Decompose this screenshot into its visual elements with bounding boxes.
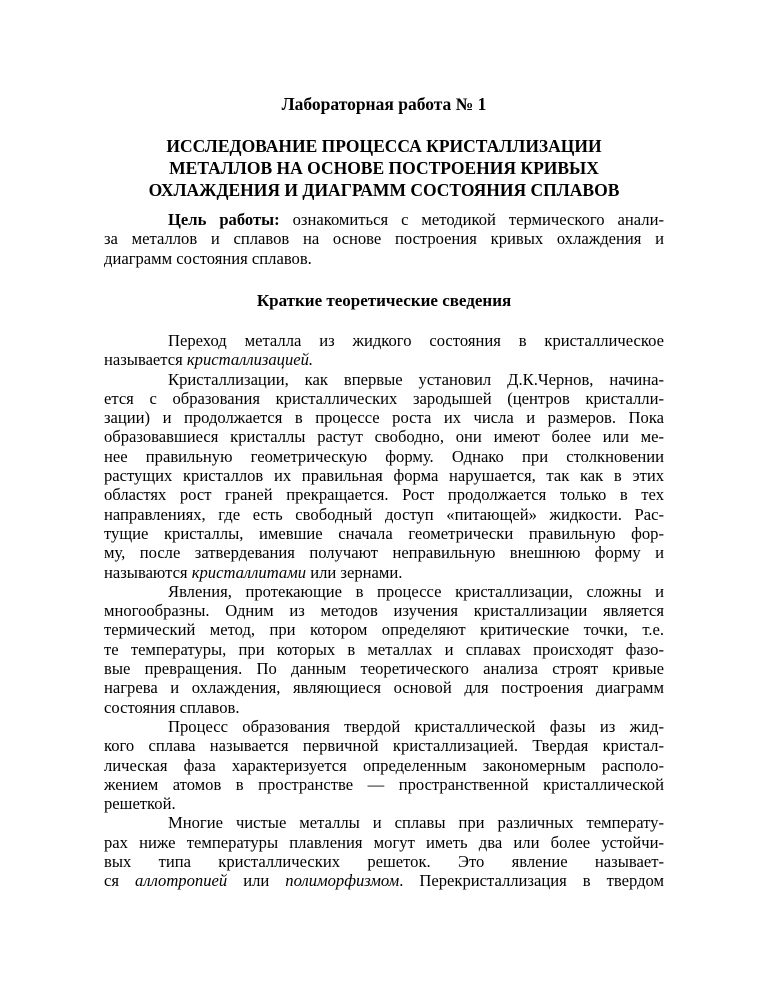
text-line: термический метод, при котором определяют критические точки, т.е.	[104, 620, 664, 640]
main-title	[0, 135, 768, 201]
main-title-line: ОХЛАЖДЕНИЯ И ДИАГРАММ СОСТОЯНИЯ СПЛАВОВ	[148, 180, 620, 200]
text-span: ся	[104, 871, 136, 891]
goal-paragraph	[104, 210, 664, 268]
goal-text: ознакомиться с методикой термического анали-	[279, 210, 664, 229]
text-line	[104, 210, 664, 229]
text-span: или	[227, 871, 286, 891]
text-line: Кристаллизации, как впервые установил Д.К.Чернов, начина-	[168, 369, 664, 389]
text-span: называется	[104, 350, 187, 370]
text-line: диаграмм состояния сплавов.	[104, 248, 312, 268]
goal-label: Цель работы:	[168, 210, 280, 229]
text-span: . Перекристаллизация в твердом	[399, 871, 664, 891]
text-line: лическая фаза характеризуется определенным закономерным располо-	[104, 755, 664, 775]
text-line: состояния сплавов.	[104, 697, 240, 717]
term-crystallization: кристаллизацией.	[186, 350, 314, 370]
text-line: зации) и продолжается в процессе роста их числа и размеров. Пока	[104, 408, 664, 428]
text-line: ется с образования кристаллических зародышей (центров кристалли-	[104, 388, 664, 408]
text-line: нее правильную геометрическую форму. Однако при столкновении	[104, 446, 664, 466]
text-line: за металлов и сплавов на основе построения кривых охлаждения и	[104, 229, 664, 249]
text-line: му, после затвердевания получают неправильную внешнюю форму и	[104, 543, 664, 563]
text-line	[104, 563, 664, 582]
text-line: нагрева и охлаждения, являющиеся основой для построения диаграмм	[104, 678, 664, 698]
text-line: вых типа кристаллических решеток. Это явление называет-	[104, 852, 664, 872]
text-line: вые превращения. По данным теоретического анализа строят кривые	[104, 659, 664, 679]
text-line: областях рост граней прекращается. Рост продолжается только в тех	[104, 485, 664, 505]
main-title-line: МЕТАЛЛОВ НА ОСНОВЕ ПОСТРОЕНИЯ КРИВЫХ	[169, 158, 599, 178]
main-title-line: ИССЛЕДОВАНИЕ ПРОЦЕССА КРИСТАЛЛИЗАЦИИ	[166, 136, 602, 156]
text-line	[104, 350, 664, 369]
term-allotropy: аллотропией	[135, 871, 228, 891]
text-line: кого сплава называется первичной кристаллизацией. Твердая кристал-	[104, 736, 664, 756]
text-line: Многие чистые металлы и сплавы при различных температу-	[168, 813, 664, 833]
text-span: или зернами.	[306, 562, 403, 582]
text-line: Переход металла из жидкого состояния в кристаллическое	[168, 331, 664, 350]
section-heading: Краткие теоретические сведения	[256, 291, 512, 310]
theory-text	[104, 331, 664, 891]
term-crystallites: кристаллитами	[191, 562, 307, 582]
text-line: направлениях, где есть свободный доступ «питающей» жидкости. Рас-	[104, 504, 664, 524]
text-line: образовавшиеся кристаллы растут свободно, они имеют более или ме-	[104, 427, 664, 447]
text-line: тущие кристаллы, имевшие сначала геометрически правильную фор-	[104, 523, 664, 543]
text-line: растущих кристаллов их правильная форма нарушается, так как в этих	[104, 466, 664, 486]
text-line	[104, 871, 664, 890]
text-line: рах ниже температуры плавления могут иметь два или более устойчи-	[104, 832, 664, 852]
text-line: решеткой.	[104, 794, 176, 814]
text-line: Процесс образования твердой кристаллической фазы из жид-	[168, 716, 664, 736]
lab-work-title: Лабораторная работа № 1	[281, 94, 487, 114]
term-polymorphism: полиморфизмом	[285, 871, 400, 891]
text-line: многообразны. Одним из методов изучения кристаллизации является	[104, 601, 664, 621]
text-span: называются	[104, 562, 192, 582]
text-line: те температуры, при которых в металлах и сплавах происходят фазо-	[104, 639, 664, 659]
text-line: Явления, протекающие в процессе кристаллизации, сложны и	[168, 581, 664, 601]
text-line: жением атомов в пространстве — пространственной кристаллической	[104, 774, 664, 794]
